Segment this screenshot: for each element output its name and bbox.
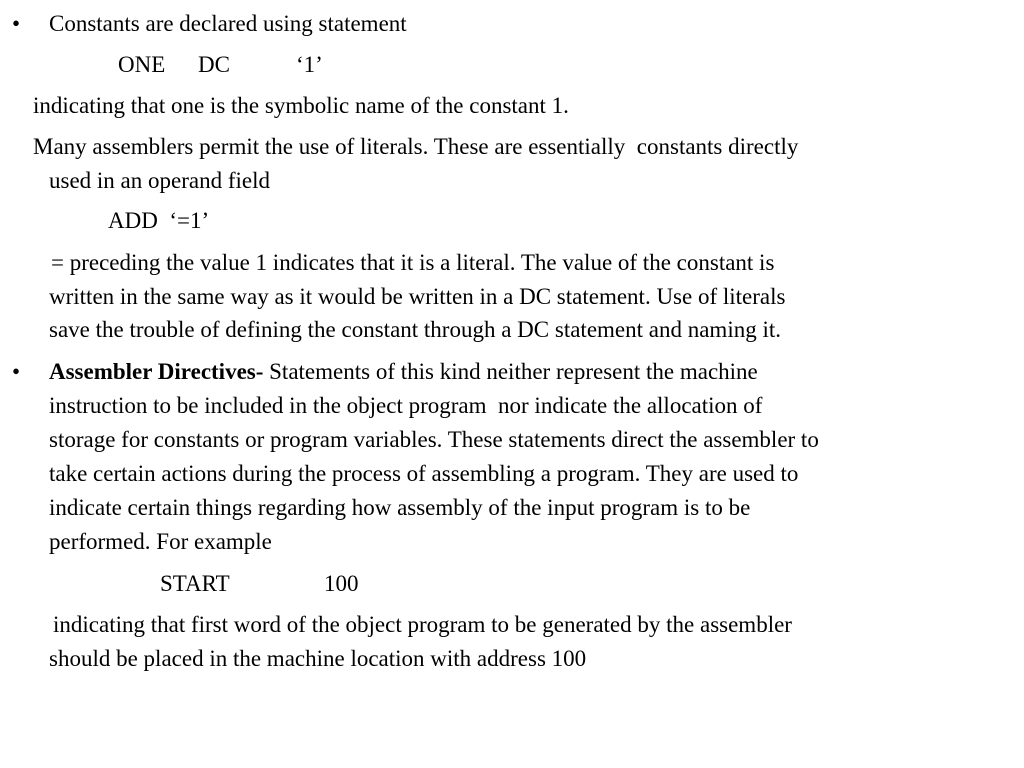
one-label: ONE: [118, 52, 166, 77]
symbolic-note: indicating that one is the symbolic name of the constant 1.: [33, 93, 569, 118]
literal-expl-line-3: save the trouble of defining the constant through a DC statement and naming it.: [49, 317, 781, 342]
one-value: ‘1’: [296, 52, 323, 77]
directives-line-4: take certain actions during the process of assembling a program. They are used to: [49, 461, 799, 486]
constants-intro: Constants are declared using statement: [49, 11, 407, 36]
literal-expl-line-1: = preceding the value 1 indicates that it is a literal. The value of the constant is: [51, 250, 775, 275]
literals-line-2: used in an operand field: [49, 168, 270, 193]
start-value: 100: [324, 571, 359, 596]
directives-line-5: indicate certain things regarding how assembly of the input program is to be: [49, 495, 751, 520]
dc-label: DC: [198, 52, 230, 77]
directives-line-6: performed. For example: [49, 529, 272, 554]
directives-line-1-rest: Statements of this kind neither represent the machine: [263, 359, 758, 384]
directives-line-2: instruction to be included in the object program nor indicate the allocation of: [49, 393, 763, 418]
start-note-line-1: indicating that first word of the object program to be generated by the assembler: [53, 612, 792, 637]
add-statement: ADD ‘=1’: [108, 208, 210, 233]
directives-heading: Assembler Directives-: [49, 359, 264, 384]
directives-line-1: [49, 355, 758, 389]
bullet-marker: •: [12, 11, 21, 36]
literal-expl-line-2: written in the same way as it would be written in a DC statement. Use of literals: [49, 284, 786, 309]
bullet-marker: •: [12, 359, 21, 384]
literals-line-1: Many assemblers permit the use of literals. These are essentially constants directly: [33, 134, 799, 159]
start-label: START: [160, 571, 230, 596]
directives-line-3: storage for constants or program variables. These statements direct the assembler to: [49, 427, 819, 452]
start-note-line-2: should be placed in the machine location with address 100: [49, 646, 587, 671]
